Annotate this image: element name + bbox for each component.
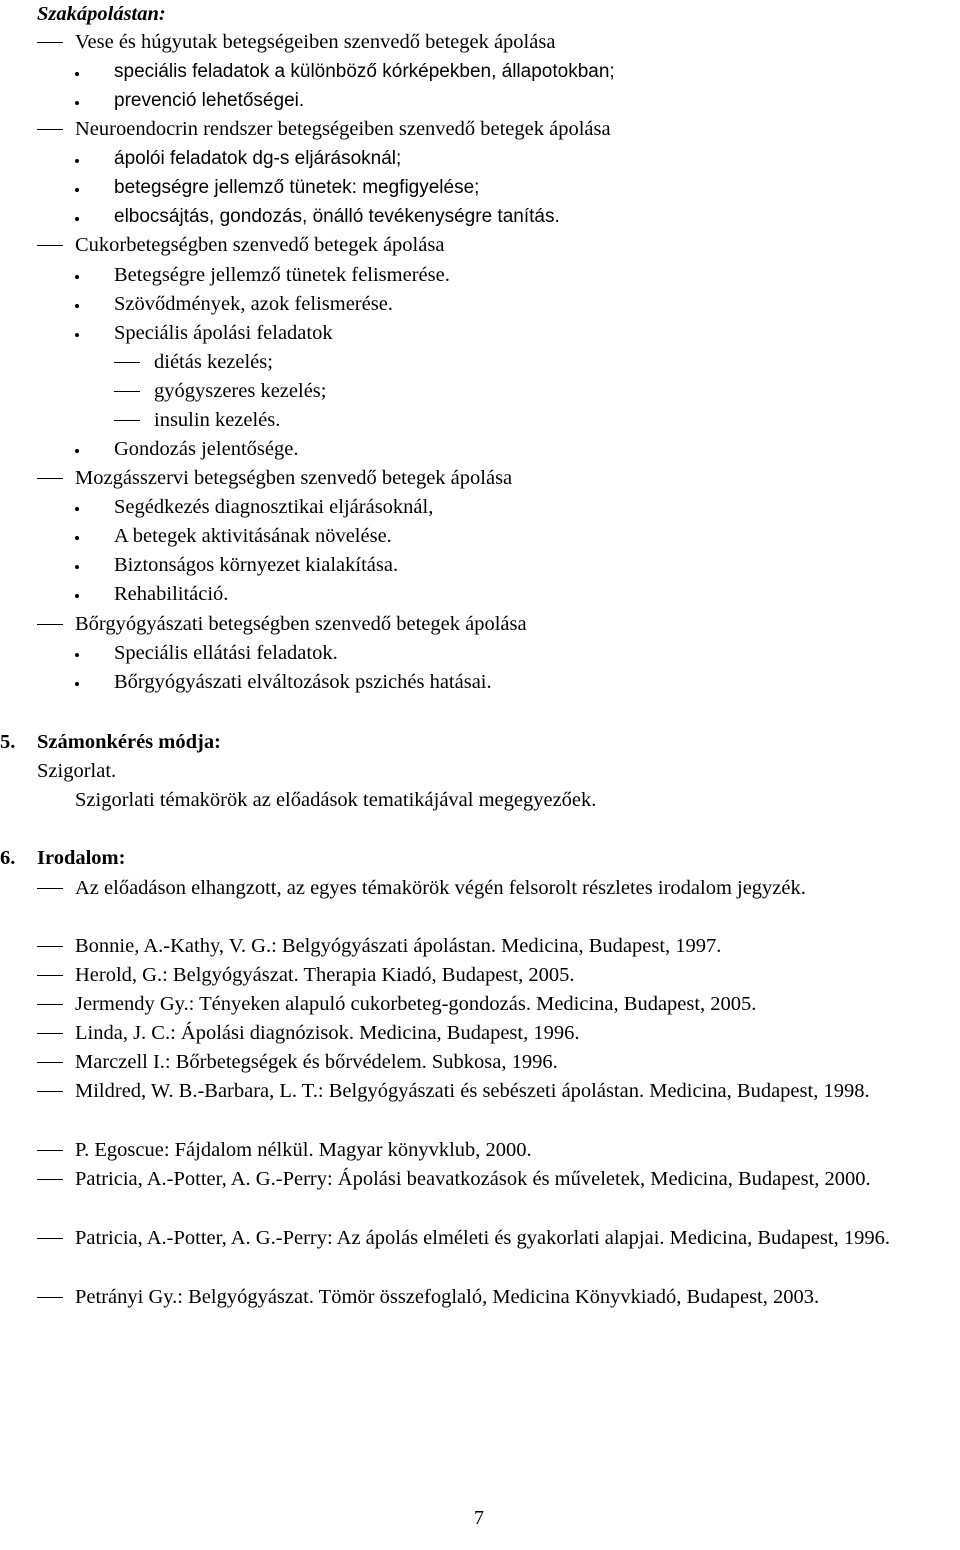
topic-title: Vese és húgyutak betegségeiben szenvedő betegek ápolása bbox=[75, 31, 556, 53]
list-item: Szövődmények, azok felismerése. bbox=[114, 293, 393, 315]
list-item: elbocsájtás, gondozás, önálló tevékenységre tanítás. bbox=[114, 206, 560, 227]
dash-marker bbox=[37, 42, 63, 43]
bullet-dot bbox=[75, 101, 79, 105]
list-item: Segédkezés diagnosztikai eljárásoknál, bbox=[114, 496, 434, 518]
list-item: Biztonságos környezet kialakítása. bbox=[114, 554, 399, 576]
topic-title: Neuroendocrin rendszer betegségeiben szenvedő betegek ápolása bbox=[75, 118, 611, 140]
dash-marker bbox=[37, 1150, 63, 1151]
list-item: betegségre jellemző tünetek: megfigyelése; bbox=[114, 177, 480, 198]
bullet-dot bbox=[75, 275, 79, 279]
list-item: ápolói feladatok dg-s eljárásoknál; bbox=[114, 148, 402, 169]
section-number: 6. bbox=[0, 847, 16, 869]
reference-item: Jermendy Gy.: Tényeken alapuló cukorbeteg-gondozás. Medicina, Budapest, 2005. bbox=[75, 993, 757, 1015]
dash-marker bbox=[37, 975, 63, 976]
reference-item: Petrányi Gy.: Belgyógyászat. Tömör összefoglaló, Medicina Könyvkiadó, Budapest, 2003. bbox=[75, 1286, 820, 1308]
bullet-dot bbox=[75, 536, 79, 540]
dash-marker bbox=[37, 245, 63, 246]
section-heading: Számonkérés módja: bbox=[37, 731, 221, 753]
dash-marker bbox=[37, 624, 63, 625]
reference-item: Mildred, W. B.-Barbara, L. T.: Belgyógyászati és sebészeti ápolástan. Medicina, Budapest, 1998. bbox=[75, 1080, 870, 1102]
dash-marker bbox=[37, 1179, 63, 1180]
reference-item: Patricia, A.-Potter, A. G.-Perry: Az ápolás elméleti és gyakorlati alapjai. Medicina, Budapest, 1996. bbox=[75, 1227, 890, 1249]
dash-marker bbox=[114, 391, 140, 392]
section-heading: Szakápolástan: bbox=[37, 3, 166, 25]
bullet-dot bbox=[75, 72, 79, 76]
body-text: Szigorlat. bbox=[37, 760, 117, 782]
list-item: prevenció lehetőségei. bbox=[114, 90, 305, 111]
dash-marker bbox=[37, 1033, 63, 1034]
bullet-dot bbox=[75, 333, 79, 337]
dash-marker bbox=[37, 478, 63, 479]
dash-marker bbox=[37, 1091, 63, 1092]
dash-marker bbox=[37, 1238, 63, 1239]
reference-item: Linda, J. C.: Ápolási diagnózisok. Medicina, Budapest, 1996. bbox=[75, 1022, 580, 1044]
topic-title: Bőrgyógyászati betegségben szenvedő betegek ápolása bbox=[75, 613, 527, 635]
dash-marker bbox=[37, 888, 63, 889]
dash-marker bbox=[37, 946, 63, 947]
dash-marker bbox=[37, 1004, 63, 1005]
dash-marker bbox=[114, 362, 140, 363]
bullet-dot bbox=[75, 565, 79, 569]
list-item: Rehabilitáció. bbox=[114, 583, 229, 605]
list-item: Speciális ellátási feladatok. bbox=[114, 642, 338, 664]
bullet-dot bbox=[75, 159, 79, 163]
list-item: A betegek aktivitásának növelése. bbox=[114, 525, 392, 547]
topic-title: Cukorbetegségben szenvedő betegek ápolása bbox=[75, 234, 445, 256]
sub-item: diétás kezelés; bbox=[154, 351, 273, 373]
reference-item: Az előadáson elhangzott, az egyes témakörök végén felsorolt részletes irodalom jegyzék. bbox=[75, 877, 806, 899]
bullet-dot bbox=[75, 188, 79, 192]
topic-title: Mozgásszervi betegségben szenvedő betegek ápolása bbox=[75, 467, 513, 489]
reference-item: Herold, G.: Belgyógyászat. Therapia Kiadó, Budapest, 2005. bbox=[75, 964, 575, 986]
dash-marker bbox=[114, 420, 140, 421]
bullet-dot bbox=[75, 594, 79, 598]
body-text: Szigorlati témakörök az előadások tematikájával megegyezőek. bbox=[75, 789, 597, 811]
reference-item: P. Egoscue: Fájdalom nélkül. Magyar könyvklub, 2000. bbox=[75, 1139, 532, 1161]
list-item: Bőrgyógyászati elváltozások pszichés hatásai. bbox=[114, 671, 492, 693]
dash-marker bbox=[37, 129, 63, 130]
section-number: 5. bbox=[0, 731, 16, 753]
bullet-dot bbox=[75, 507, 79, 511]
bullet-dot bbox=[75, 682, 79, 686]
list-item: Betegségre jellemző tünetek felismerése. bbox=[114, 264, 450, 286]
reference-item: Patricia, A.-Potter, A. G.-Perry: Ápolási beavatkozások és műveletek, Medicina, Budapest, 2000. bbox=[75, 1168, 871, 1190]
list-item: Gondozás jelentősége. bbox=[114, 438, 299, 460]
dash-marker bbox=[37, 1297, 63, 1298]
sub-item: gyógyszeres kezelés; bbox=[154, 380, 327, 402]
dash-marker bbox=[37, 1062, 63, 1063]
page-number: 7 bbox=[474, 1507, 484, 1529]
reference-item: Marczell I.: Bőrbetegségek és bőrvédelem. Subkosa, 1996. bbox=[75, 1051, 558, 1073]
bullet-dot bbox=[75, 653, 79, 657]
list-item: Speciális ápolási feladatok bbox=[114, 322, 333, 344]
bullet-dot bbox=[75, 304, 79, 308]
bullet-dot bbox=[75, 449, 79, 453]
list-item: speciális feladatok a különböző kórképekben, állapotokban; bbox=[114, 61, 615, 82]
bullet-dot bbox=[75, 217, 79, 221]
reference-item: Bonnie, A.-Kathy, V. G.: Belgyógyászati ápolástan. Medicina, Budapest, 1997. bbox=[75, 935, 722, 957]
sub-item: insulin kezelés. bbox=[154, 409, 281, 431]
section-heading: Irodalom: bbox=[37, 847, 126, 869]
